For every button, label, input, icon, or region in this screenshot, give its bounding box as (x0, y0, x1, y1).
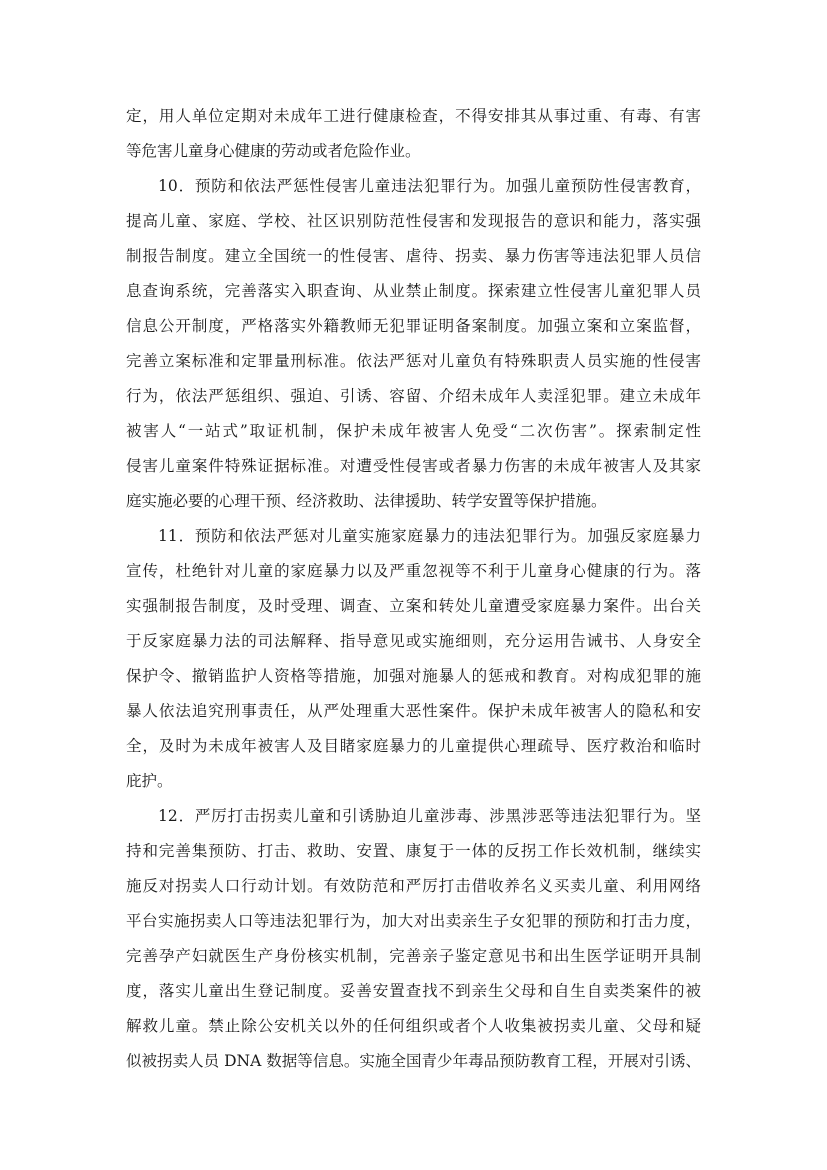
text-line: 完善立案标准和定罪量刑标准。依法严惩对儿童负有特殊职责人员实施的性侵害 (126, 352, 701, 370)
text-line: 等危害儿童身心健康的劳动或者危险作业。 (126, 142, 421, 160)
text-line: 庭实施必要的心理干预、经济救助、法律援助、转学安置等保护措施。 (126, 492, 607, 510)
text-line: 定，用人单位定期对未成年工进行健康检查，不得安排其从事过重、有毒、有害 (126, 107, 701, 125)
text-line: 持和完善集预防、打击、救助、安置、康复于一体的反拐工作长效机制，继续实 (126, 842, 701, 860)
text-line: 保护令、撤销监护人资格等措施，加强对施暴人的惩戒和教育。对构成犯罪的施 (126, 667, 701, 685)
text-line: 施反对拐卖人口行动计划。有效防范和严厉打击借收养名义买卖儿童、利用网络 (126, 877, 701, 895)
paragraph-heading-10: 10．预防和依法严惩性侵害儿童违法犯罪行为。加强儿童预防性侵害教育， (158, 177, 701, 195)
text-line: 侵害儿童案件特殊证据标准。对遭受性侵害或者暴力伤害的未成年被害人及其家 (126, 457, 701, 475)
text-line: 暴人依法追究刑事责任，从严处理重大恶性案件。保护未成年被害人的隐私和安 (126, 702, 701, 720)
text-line: 制报告制度。建立全国统一的性侵害、虐待、拐卖、暴力伤害等违法犯罪人员信 (126, 247, 701, 265)
text-line: 息查询系统，完善落实入职查询、从业禁止制度。探索建立性侵害儿童犯罪人员 (126, 282, 701, 300)
text-line: 度，落实儿童出生登记制度。妥善安置查找不到亲生父母和自生自卖类案件的被 (126, 982, 701, 1000)
text-line: 似被拐卖人员 DNA 数据等信息。实施全国青少年毒品预防教育工程，开展对引诱、 (126, 1052, 701, 1070)
text-line: 完善孕产妇就医生产身份核实机制，完善亲子鉴定意见书和出生医学证明开具制 (126, 947, 701, 965)
paragraph-heading-12: 12．严厉打击拐卖儿童和引诱胁迫儿童涉毒、涉黑涉恶等违法犯罪行为。坚 (158, 807, 701, 825)
text-line: 宣传，杜绝针对儿童的家庭暴力以及严重忽视等不利于儿童身心健康的行为。落 (126, 562, 701, 580)
text-line: 平台实施拐卖人口等违法犯罪行为，加大对出卖亲生子女犯罪的预防和打击力度， (126, 912, 701, 930)
text-line: 庇护。 (126, 772, 173, 790)
text-line: 实强制报告制度，及时受理、调查、立案和转处儿童遭受家庭暴力案件。出台关 (126, 597, 701, 615)
text-line: 提高儿童、家庭、学校、社区识别防范性侵害和发现报告的意识和能力，落实强 (126, 212, 701, 230)
text-line: 行为，依法严惩组织、强迫、引诱、容留、介绍未成年人卖淫犯罪。建立未成年 (126, 387, 701, 405)
text-line: 全，及时为未成年被害人及目睹家庭暴力的儿童提供心理疏导、医疗救治和临时 (126, 737, 701, 755)
text-line: 被害人“一站式”取证机制，保护未成年被害人免受“二次伤害”。探索制定性 (126, 422, 701, 440)
text-line: 信息公开制度，严格落实外籍教师无犯罪证明备案制度。加强立案和立案监督， (126, 317, 701, 335)
paragraph-heading-11: 11．预防和依法严惩对儿童实施家庭暴力的违法犯罪行为。加强反家庭暴力 (158, 527, 701, 545)
text-line: 于反家庭暴力法的司法解释、指导意见或实施细则，充分运用告诫书、人身安全 (126, 632, 701, 650)
text-line: 解救儿童。禁止除公安机关以外的任何组织或者个人收集被拐卖儿童、父母和疑 (126, 1017, 701, 1035)
